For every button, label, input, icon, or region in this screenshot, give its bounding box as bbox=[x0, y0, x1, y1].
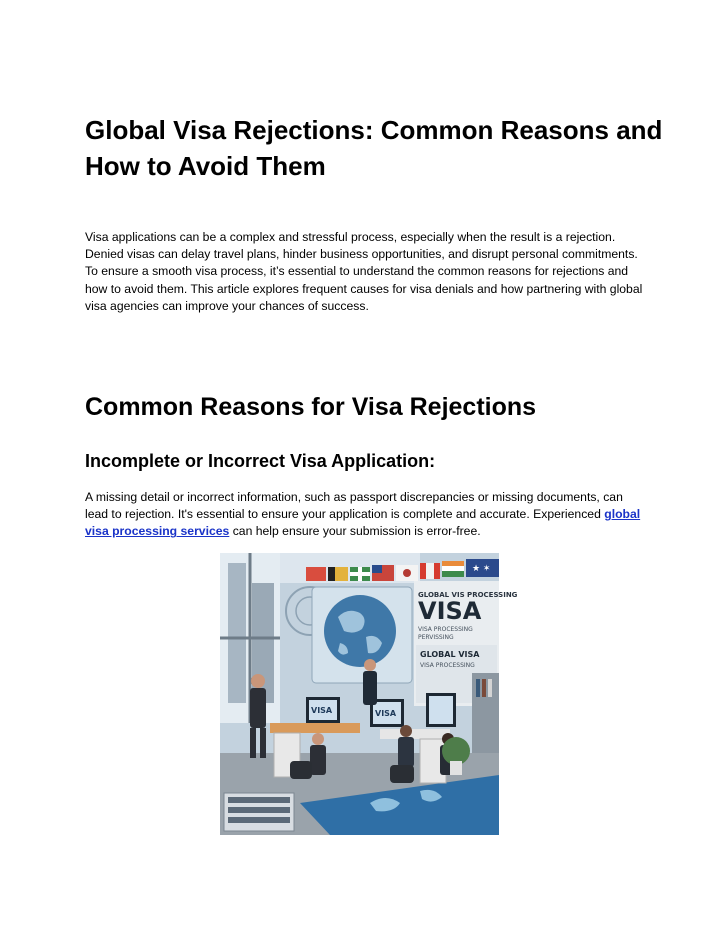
section-heading: Common Reasons for Visa Rejections bbox=[85, 393, 537, 421]
monitor-left-text: VISA bbox=[311, 706, 333, 715]
globe-graphic bbox=[324, 595, 396, 667]
intro-paragraph: Visa applications can be a complex and stressful process, especially when the result is a rejection. Denied visas can delay travel plans, hinder business opportunities, and disrupt personal commitments. To ensure a smooth visa process, it’s essential to understand the common reasons for rejections and how to avoid them. This article explores frequent causes for visa denials and how partnering with global visa agencies can improve your chances of success. bbox=[85, 230, 643, 313]
sign-lower-text: GLOBAL VISA bbox=[420, 650, 480, 659]
visa-processing-link[interactable]: global visa processing services bbox=[85, 507, 641, 539]
svg-text:★ ✶: ★ ✶ bbox=[472, 564, 491, 574]
subsection-heading: Incomplete or Incorrect Visa Application: bbox=[85, 451, 436, 471]
body-text-after-link: can help ensure your submission is error-free. bbox=[229, 524, 481, 539]
office-illustration-svg bbox=[220, 553, 518, 835]
monitor-right-text: VISA bbox=[375, 709, 397, 718]
body-paragraph bbox=[85, 489, 645, 541]
office-illustration bbox=[220, 553, 518, 835]
sign-big-text: VISA bbox=[418, 597, 482, 625]
article-title: Global Visa Rejections: Common Reasons and How to Avoid Them bbox=[85, 115, 663, 181]
sign-small-text-1: VISA PROCESSING bbox=[418, 626, 473, 633]
body-text-before-link: A missing detail or incorrect information, such as passport discrepancies or missing documents, can lead to rejection. It's essential to ensure your application is complete and accurate. Experienced bbox=[85, 490, 623, 522]
sign-small-text-2: PERVISSING bbox=[418, 634, 454, 641]
paper-stacks bbox=[224, 793, 294, 831]
sign-lower-small-text: VISA PROCESSING bbox=[420, 662, 475, 669]
sign-top-text: GLOBAL VIS PROCESSING bbox=[418, 591, 518, 599]
